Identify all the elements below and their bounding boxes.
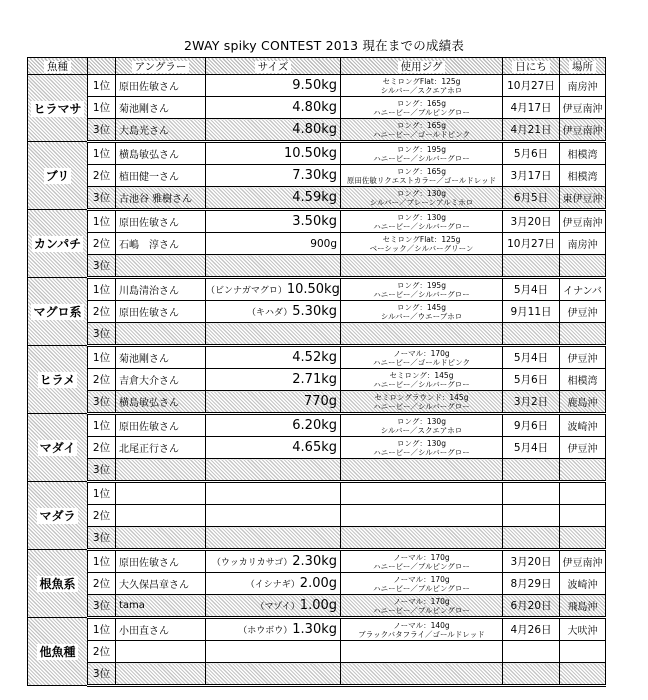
place-cell: 鹿島沖 [560, 391, 606, 414]
size-cell [206, 663, 341, 686]
jig-cell [341, 391, 503, 414]
fish-group [28, 142, 606, 210]
date-cell: 5月4日 [503, 278, 560, 301]
size-value: 9.50kg [292, 78, 337, 93]
species-note: （ウッカリカサゴ） [211, 558, 293, 568]
fish-species-cell [28, 482, 88, 550]
fish-group [28, 550, 606, 618]
angler-cell: 菊池剛さん [116, 97, 206, 119]
date-cell [503, 323, 560, 346]
angler-cell: 川島清治さん [116, 278, 206, 301]
jig-color: ハニービー／シルバーグロー [373, 447, 470, 457]
date-cell: 4月17日 [503, 97, 560, 119]
rank-cell: 3位 [88, 595, 116, 618]
fish-species-label: マダイ [39, 441, 76, 455]
size-cell [206, 278, 341, 301]
jig-model: セミロング：145g [389, 370, 454, 380]
jig-model: ロング：130g [397, 438, 446, 448]
header-date: 日にち [503, 58, 560, 75]
fish-group [28, 210, 606, 278]
jig-cell [341, 437, 503, 459]
date-cell: 3月20日 [503, 550, 560, 573]
jig-color: ベーシック／シルバーグリーン [369, 243, 474, 253]
jig-cell [341, 369, 503, 391]
size-value: 1.30kg [292, 622, 337, 637]
place-cell [560, 255, 606, 278]
size-value: 10.50kg [284, 146, 337, 161]
size-value: 3.50kg [292, 214, 337, 229]
size-value: 4.80kg [292, 122, 337, 137]
jig-cell [341, 119, 503, 142]
species-note: （マゾイ） [255, 602, 300, 612]
table-row [28, 255, 606, 278]
size-cell [206, 595, 341, 618]
size-cell [206, 437, 341, 459]
date-cell [503, 459, 560, 482]
table-row [28, 142, 606, 165]
rank-cell: 1位 [88, 75, 116, 97]
species-note: （ビンナガマグロ） [206, 286, 287, 296]
jig-color: ブラックバタフライ／ゴールドレッド [358, 629, 485, 639]
rank-cell: 1位 [88, 482, 116, 505]
size-cell [206, 391, 341, 414]
jig-color: ハニービー／ブルピングロー [373, 107, 470, 117]
fish-species-label: ヒラマサ [33, 101, 82, 116]
date-cell: 3月2日 [503, 391, 560, 414]
jig-model: ノーマル：170g [393, 348, 450, 358]
table-row [28, 346, 606, 369]
angler-cell: 原田佐敏さん [116, 550, 206, 573]
angler-cell [116, 527, 206, 550]
jig-color: ハニービー／ブルピングロー [373, 583, 470, 593]
jig-model: ロング：195g [397, 280, 446, 290]
date-cell: 5月6日 [503, 142, 560, 165]
jig-color: ハニービー／ゴールドピンク [373, 129, 470, 139]
jig-model: セミロングFlat：125g [382, 76, 461, 86]
size-cell [206, 505, 341, 527]
table-row [28, 210, 606, 233]
place-cell [560, 323, 606, 346]
jig-cell [341, 505, 503, 527]
rank-cell: 2位 [88, 437, 116, 459]
date-cell [503, 641, 560, 663]
place-cell: 伊豆南沖 [560, 550, 606, 573]
header-fish: 魚種 [28, 58, 88, 75]
size-cell [206, 527, 341, 550]
size-cell [206, 233, 341, 255]
species-note: （ホウボウ） [238, 626, 293, 636]
jig-color: ハニービー／ブルピングロー [373, 605, 470, 615]
angler-cell: 植田健一さん [116, 165, 206, 187]
table-row [28, 369, 606, 391]
rank-cell: 1位 [88, 550, 116, 573]
jig-cell [341, 346, 503, 369]
rank-cell: 2位 [88, 641, 116, 663]
size-value: 2.00g [299, 576, 337, 591]
date-cell [503, 482, 560, 505]
date-cell: 6月20日 [503, 595, 560, 618]
angler-cell: 小田直さん [116, 618, 206, 641]
rank-cell: 1位 [88, 414, 116, 437]
jig-model: ロング：130g [397, 416, 446, 426]
rank-cell: 1位 [88, 618, 116, 641]
fish-species-label: ブリ [45, 169, 70, 183]
fish-species-cell [28, 278, 88, 346]
results-table [27, 57, 606, 687]
rank-cell: 3位 [88, 255, 116, 278]
place-cell: 南房沖 [560, 75, 606, 97]
date-cell: 3月17日 [503, 165, 560, 187]
fish-species-cell [28, 142, 88, 210]
size-cell [206, 618, 341, 641]
jig-cell [341, 482, 503, 505]
angler-cell: 石嶋 淳さん [116, 233, 206, 255]
jig-model: セミロングラウンド：145g [374, 392, 469, 402]
angler-cell [116, 459, 206, 482]
angler-cell: 原田佐敏さん [116, 301, 206, 323]
jig-cell [341, 663, 503, 686]
rank-cell: 1位 [88, 346, 116, 369]
jig-cell [341, 187, 503, 210]
table-row [28, 301, 606, 323]
angler-cell [116, 323, 206, 346]
jig-color: ハニービー／シルバーグロー [373, 153, 470, 163]
jig-model: セミロングFlat：125g [382, 234, 461, 244]
jig-cell [341, 97, 503, 119]
table-row [28, 550, 606, 573]
angler-cell [116, 641, 206, 663]
table-row [28, 119, 606, 142]
species-note: （キハダ） [246, 308, 293, 318]
rank-cell: 3位 [88, 119, 116, 142]
header-size: サイズ [206, 58, 341, 75]
jig-color: シルバー／ウエーブホロ [380, 311, 463, 321]
table-row [28, 527, 606, 550]
angler-cell: 吉倉大介さん [116, 369, 206, 391]
fish-species-label: 他魚種 [39, 645, 76, 659]
jig-model: ノーマル：170g [393, 574, 450, 584]
rank-cell: 1位 [88, 278, 116, 301]
jig-color: シルバー／スクエアホロ [380, 425, 463, 435]
rank-cell: 2位 [88, 573, 116, 595]
date-cell: 4月21日 [503, 119, 560, 142]
place-cell: 伊豆沖 [560, 301, 606, 323]
size-value: 4.65kg [292, 440, 337, 455]
jig-model: ノーマル：140g [393, 620, 450, 630]
size-value: 7.30kg [292, 168, 337, 183]
angler-cell: 北尾正行さん [116, 437, 206, 459]
fish-species-cell [28, 346, 88, 414]
table-row [28, 187, 606, 210]
place-cell: 相模湾 [560, 165, 606, 187]
jig-model: ノーマル：170g [393, 552, 450, 562]
size-cell [206, 142, 341, 165]
table-row [28, 641, 606, 663]
jig-cell [341, 414, 503, 437]
angler-cell [116, 255, 206, 278]
table-row [28, 595, 606, 618]
header-row [28, 58, 606, 75]
rank-cell: 3位 [88, 323, 116, 346]
place-cell: 伊豆沖 [560, 346, 606, 369]
jig-cell [341, 527, 503, 550]
fish-species-label: ヒラメ [39, 373, 76, 387]
table-row [28, 233, 606, 255]
place-cell: 相模湾 [560, 369, 606, 391]
rank-cell: 3位 [88, 391, 116, 414]
place-cell [560, 663, 606, 686]
angler-cell: 原田佐敏さん [116, 75, 206, 97]
fish-species-cell [28, 414, 88, 482]
size-cell [206, 301, 341, 323]
jig-cell [341, 459, 503, 482]
rank-cell: 3位 [88, 527, 116, 550]
rank-cell: 2位 [88, 233, 116, 255]
place-cell: イナンバ [560, 278, 606, 301]
angler-cell: 大久保昌章さん [116, 573, 206, 595]
place-cell: 伊豆南沖 [560, 210, 606, 233]
table-row [28, 165, 606, 187]
size-value: 2.30kg [292, 554, 337, 569]
date-cell: 4月26日 [503, 618, 560, 641]
fish-species-cell [28, 75, 88, 142]
size-value: 5.30kg [292, 304, 337, 319]
size-value: 4.80kg [292, 100, 337, 115]
place-cell: 南房沖 [560, 233, 606, 255]
table-row [28, 323, 606, 346]
header-jig: 使用ジグ [341, 58, 503, 75]
jig-color: シルバー／スクエアホロ [380, 85, 463, 95]
place-cell: 伊豆南沖 [560, 119, 606, 142]
angler-cell [116, 663, 206, 686]
date-cell: 5月4日 [503, 437, 560, 459]
table-row [28, 573, 606, 595]
fish-species-label: カンパチ [33, 237, 82, 251]
date-cell [503, 663, 560, 686]
date-cell: 8月29日 [503, 573, 560, 595]
jig-color: ハニービー／シルバーグロー [373, 289, 470, 299]
place-cell [560, 482, 606, 505]
angler-cell: 横島敏弘さん [116, 391, 206, 414]
size-cell [206, 346, 341, 369]
jig-color: ハニービー／シルバーグロー [373, 401, 470, 411]
rank-cell: 3位 [88, 459, 116, 482]
fish-species-cell [28, 210, 88, 278]
jig-color: ハニービー／シルバーグロー [373, 221, 470, 231]
angler-cell: tama [116, 595, 206, 618]
jig-cell [341, 595, 503, 618]
fish-group [28, 482, 606, 550]
place-cell: 飛島沖 [560, 595, 606, 618]
place-cell: 伊豆南沖 [560, 97, 606, 119]
date-cell [503, 505, 560, 527]
size-cell [206, 369, 341, 391]
size-cell [206, 641, 341, 663]
place-cell: 波崎沖 [560, 414, 606, 437]
header-place: 場所 [560, 58, 606, 75]
jig-cell [341, 641, 503, 663]
date-cell [503, 255, 560, 278]
jig-model: ロング：145g [397, 302, 446, 312]
size-value: 4.52kg [292, 350, 337, 365]
table-row [28, 414, 606, 437]
date-cell: 5月6日 [503, 369, 560, 391]
place-cell: 大吠沖 [560, 618, 606, 641]
size-value: 900g [310, 238, 337, 250]
rank-cell: 1位 [88, 210, 116, 233]
size-cell [206, 323, 341, 346]
date-cell: 5月4日 [503, 346, 560, 369]
jig-color: 原田佐敏リクエストカラー／ゴールドレッド [346, 175, 497, 185]
jig-cell [341, 75, 503, 97]
jig-cell [341, 255, 503, 278]
size-cell [206, 210, 341, 233]
fish-species-label: 根魚系 [39, 577, 76, 591]
jig-model: ロング：195g [397, 144, 446, 154]
rank-cell: 1位 [88, 142, 116, 165]
size-value: 2.71kg [292, 372, 337, 387]
date-cell: 10月27日 [503, 233, 560, 255]
jig-cell [341, 301, 503, 323]
jig-cell [341, 233, 503, 255]
place-cell: 波崎沖 [560, 573, 606, 595]
jig-model: ロング：130g [397, 188, 446, 198]
header-rank [88, 58, 116, 75]
place-cell [560, 527, 606, 550]
header-angler: アングラー [116, 58, 206, 75]
jig-color: シルバー／ブレーンアルミホロ [369, 197, 474, 207]
size-value: 6.20kg [292, 418, 337, 433]
fish-species-cell [28, 618, 88, 686]
fish-group [28, 278, 606, 346]
angler-cell: 横島敏弘さん [116, 142, 206, 165]
fish-group [28, 618, 606, 686]
angler-cell: 原田佐敏さん [116, 414, 206, 437]
size-cell [206, 75, 341, 97]
table-row [28, 391, 606, 414]
size-cell [206, 573, 341, 595]
jig-color: ハニービー／シルバーグロー [373, 379, 470, 389]
size-value: 770g [303, 394, 337, 409]
fish-species-label: マグロ系 [33, 305, 82, 319]
table-row [28, 437, 606, 459]
rank-cell: 1位 [88, 97, 116, 119]
table-row [28, 278, 606, 301]
rank-cell: 2位 [88, 505, 116, 527]
place-cell: 伊豆沖 [560, 437, 606, 459]
jig-cell [341, 210, 503, 233]
jig-cell [341, 573, 503, 595]
rank-cell: 2位 [88, 165, 116, 187]
rank-cell: 3位 [88, 187, 116, 210]
date-cell: 10月27日 [503, 75, 560, 97]
size-cell [206, 165, 341, 187]
size-cell [206, 459, 341, 482]
rank-cell: 2位 [88, 301, 116, 323]
size-cell [206, 187, 341, 210]
rank-cell: 3位 [88, 663, 116, 686]
place-cell [560, 505, 606, 527]
table-row [28, 663, 606, 686]
table-row [28, 97, 606, 119]
jig-model: ノーマル：170g [393, 596, 450, 606]
size-cell [206, 119, 341, 142]
fish-group [28, 346, 606, 414]
size-cell [206, 550, 341, 573]
size-value: 10.50kg [286, 282, 340, 297]
angler-cell: 原田佐敏さん [116, 210, 206, 233]
jig-color: ハニービー／ブルピングロー [373, 561, 470, 571]
page-title: 2WAY spiky CONTEST 2013 現在までの成績表 [183, 38, 465, 53]
table-row [28, 459, 606, 482]
jig-color: ハニービー／ゴールドピンク [373, 357, 470, 367]
size-value: 4.59kg [292, 190, 337, 205]
date-cell: 9月6日 [503, 414, 560, 437]
size-cell [206, 482, 341, 505]
fish-species-cell [28, 550, 88, 618]
jig-model: ロング：130g [397, 212, 446, 222]
place-cell [560, 641, 606, 663]
size-cell [206, 97, 341, 119]
table-row [28, 75, 606, 97]
place-cell [560, 459, 606, 482]
jig-model: ロング：165g [397, 166, 446, 176]
fish-species-label: マダラ [39, 509, 76, 523]
fish-group [28, 414, 606, 482]
jig-cell [341, 550, 503, 573]
jig-cell [341, 142, 503, 165]
angler-cell: 大島光さん [116, 119, 206, 142]
angler-cell [116, 505, 206, 527]
size-value: 1.00g [299, 598, 337, 613]
rank-cell: 2位 [88, 369, 116, 391]
place-cell: 東伊豆沖 [560, 187, 606, 210]
date-cell [503, 527, 560, 550]
species-note: （イシナギ） [245, 580, 300, 590]
jig-model: ロング：165g [397, 98, 446, 108]
angler-cell [116, 482, 206, 505]
size-cell [206, 414, 341, 437]
jig-model: ロング：165g [397, 120, 446, 130]
date-cell: 6月5日 [503, 187, 560, 210]
place-cell: 相模湾 [560, 142, 606, 165]
size-cell [206, 255, 341, 278]
date-cell: 3月20日 [503, 210, 560, 233]
jig-cell [341, 165, 503, 187]
angler-cell: 菊池剛さん [116, 346, 206, 369]
table-row [28, 482, 606, 505]
fish-group [28, 75, 606, 142]
jig-cell [341, 323, 503, 346]
angler-cell: 古池谷 雅樹さん [116, 187, 206, 210]
table-row [28, 505, 606, 527]
jig-cell [341, 618, 503, 641]
jig-cell [341, 278, 503, 301]
table-row [28, 618, 606, 641]
date-cell: 9月11日 [503, 301, 560, 323]
